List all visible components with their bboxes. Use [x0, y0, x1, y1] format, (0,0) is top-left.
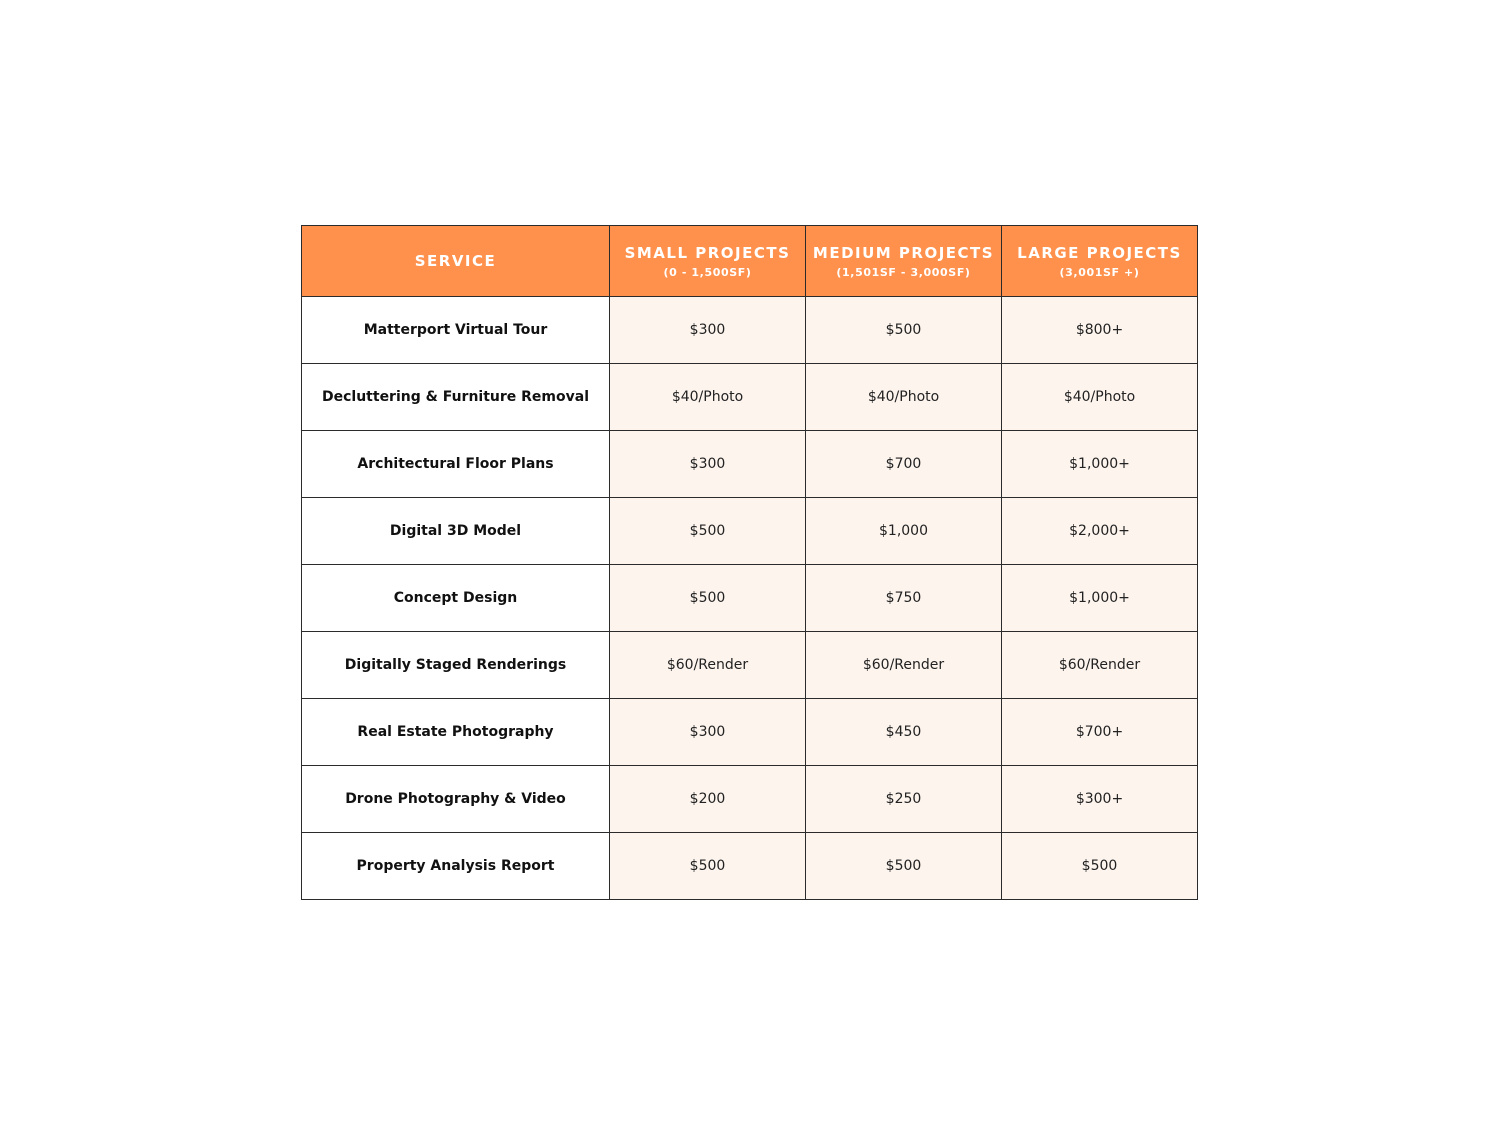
table-row — [302, 498, 1198, 565]
large-price-cell: $40/Photo — [1002, 364, 1198, 431]
header-subtitle: (1,501SF - 3,000SF) — [836, 265, 971, 279]
large-price-cell: $500 — [1002, 833, 1198, 900]
small-price-cell: $500 — [610, 833, 806, 900]
service-name-cell: Property Analysis Report — [302, 833, 610, 900]
small-price-cell: $500 — [610, 565, 806, 632]
medium-price-cell: $60/Render — [806, 632, 1002, 699]
service-name-cell: Decluttering & Furniture Removal — [302, 364, 610, 431]
header-service — [302, 226, 610, 297]
small-price-cell: $300 — [610, 297, 806, 364]
small-price-cell: $300 — [610, 699, 806, 766]
large-price-cell: $700+ — [1002, 699, 1198, 766]
medium-price-cell: $450 — [806, 699, 1002, 766]
header-small-projects — [610, 226, 806, 297]
service-name-cell: Digital 3D Model — [302, 498, 610, 565]
large-price-cell: $1,000+ — [1002, 431, 1198, 498]
header-subtitle: (0 - 1,500SF) — [663, 265, 752, 279]
large-price-cell: $60/Render — [1002, 632, 1198, 699]
medium-price-cell: $40/Photo — [806, 364, 1002, 431]
medium-price-cell: $700 — [806, 431, 1002, 498]
service-name-cell: Digitally Staged Renderings — [302, 632, 610, 699]
service-name-cell: Drone Photography & Video — [302, 766, 610, 833]
service-name-cell: Matterport Virtual Tour — [302, 297, 610, 364]
table-row — [302, 364, 1198, 431]
large-price-cell: $800+ — [1002, 297, 1198, 364]
header-large-projects — [1002, 226, 1198, 297]
large-price-cell: $2,000+ — [1002, 498, 1198, 565]
service-name-cell: Architectural Floor Plans — [302, 431, 610, 498]
header-title: SMALL PROJECTS — [624, 243, 791, 262]
small-price-cell: $200 — [610, 766, 806, 833]
medium-price-cell: $750 — [806, 565, 1002, 632]
small-price-cell: $60/Render — [610, 632, 806, 699]
header-title: MEDIUM PROJECTS — [812, 243, 995, 262]
table-header-row — [302, 226, 1198, 297]
small-price-cell: $500 — [610, 498, 806, 565]
medium-price-cell: $250 — [806, 766, 1002, 833]
table-row — [302, 699, 1198, 766]
header-subtitle: (3,001SF +) — [1059, 265, 1140, 279]
table-row — [302, 632, 1198, 699]
small-price-cell: $40/Photo — [610, 364, 806, 431]
header-title: SERVICE — [414, 252, 497, 270]
medium-price-cell: $1,000 — [806, 498, 1002, 565]
large-price-cell: $1,000+ — [1002, 565, 1198, 632]
table-row — [302, 565, 1198, 632]
service-name-cell: Concept Design — [302, 565, 610, 632]
small-price-cell: $300 — [610, 431, 806, 498]
large-price-cell: $300+ — [1002, 766, 1198, 833]
table-row — [302, 833, 1198, 900]
service-name-cell: Real Estate Photography — [302, 699, 610, 766]
table-row — [302, 766, 1198, 833]
medium-price-cell: $500 — [806, 833, 1002, 900]
medium-price-cell: $500 — [806, 297, 1002, 364]
header-title: LARGE PROJECTS — [1017, 243, 1182, 262]
pricing-table — [301, 225, 1198, 900]
table-row — [302, 297, 1198, 364]
table-row — [302, 431, 1198, 498]
header-medium-projects — [806, 226, 1002, 297]
